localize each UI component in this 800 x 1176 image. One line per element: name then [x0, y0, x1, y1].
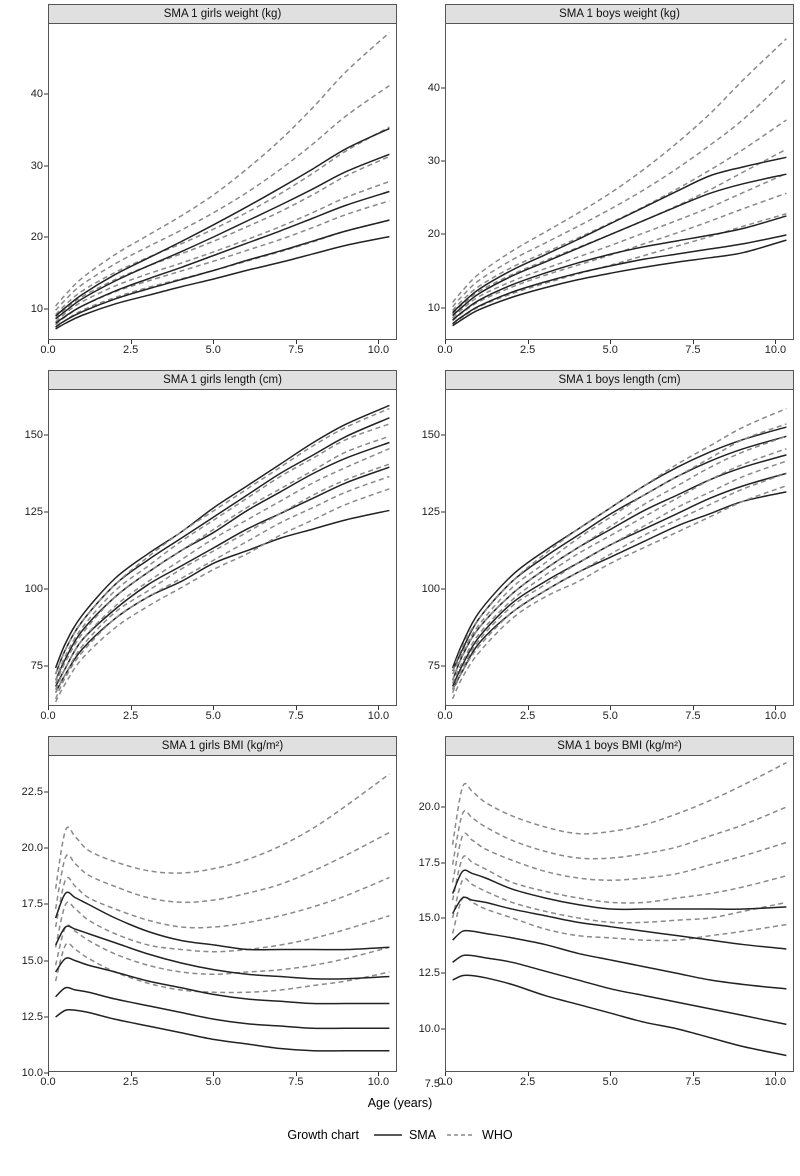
x-tick-mark — [131, 706, 132, 710]
y-axis-5 — [403, 756, 445, 1091]
x-tick-mark — [48, 1072, 49, 1076]
y-axis-3 — [403, 390, 445, 706]
plot-area-wrap — [6, 24, 397, 340]
plot-area-wrap — [6, 756, 397, 1079]
x-axis-5 — [437, 1072, 794, 1094]
x-axis-0 — [40, 340, 397, 362]
x-tick-label: 2.5 — [519, 1076, 536, 1088]
plot-1 — [445, 24, 794, 340]
x-tick-mark — [610, 706, 611, 710]
x-tick-label: 10.0 — [367, 344, 390, 356]
legend-item-who — [446, 1128, 513, 1142]
x-tick-label: 0.0 — [40, 1076, 56, 1088]
x-tick-label: 0.0 — [437, 344, 453, 356]
plot-area-wrap — [403, 756, 794, 1091]
y-tick-label: 125 — [421, 505, 440, 518]
x-tick-label: 5.0 — [205, 710, 221, 722]
x-tick-label: 2.5 — [122, 1076, 139, 1088]
x-tick-mark — [213, 1072, 214, 1076]
y-tick-label: 20.0 — [418, 801, 440, 814]
y-tick-label: 100 — [421, 583, 440, 596]
y-tick-label: 7.5 — [424, 1078, 440, 1091]
legend — [6, 1128, 794, 1142]
x-tick-mark — [610, 340, 611, 344]
x-tick-mark — [775, 1072, 776, 1076]
y-tick-label: 20.0 — [21, 842, 43, 854]
y-tick-label: 10 — [427, 301, 440, 314]
x-tick-mark — [131, 1072, 132, 1076]
plot-3 — [445, 390, 794, 706]
x-tick-label: 2.5 — [519, 710, 536, 722]
x-tick-label: 5.0 — [205, 1076, 221, 1088]
x-tick-label: 10.0 — [764, 710, 787, 722]
x-tick-mark — [610, 1072, 611, 1076]
x-tick-mark — [296, 340, 297, 344]
plot-5 — [445, 756, 794, 1072]
x-axis-3 — [437, 706, 794, 728]
x-tick-mark — [693, 706, 694, 710]
plot-4 — [48, 756, 397, 1072]
panel-title: SMA 1 girls length (cm) — [48, 370, 397, 390]
x-tick-label: 10.0 — [764, 1076, 787, 1088]
x-tick-label: 10.0 — [367, 1076, 390, 1088]
x-tick-mark — [296, 706, 297, 710]
x-tick-label: 5.0 — [602, 710, 618, 722]
x-axis-4 — [40, 1072, 397, 1094]
y-tick-label: 10.0 — [418, 1022, 440, 1035]
y-tick-label: 15.0 — [418, 911, 440, 924]
x-tick-label: 0.0 — [40, 710, 56, 722]
curves-1 — [446, 24, 793, 339]
panel-title: SMA 1 boys weight (kg) — [445, 4, 794, 24]
y-tick-label: 20 — [427, 228, 440, 241]
y-tick-label: 12.5 — [418, 967, 440, 980]
plot-2 — [48, 390, 397, 706]
x-tick-label: 0.0 — [40, 344, 56, 356]
x-tick-mark — [528, 1072, 529, 1076]
x-axis-1 — [437, 340, 794, 362]
y-tick-label: 40 — [30, 88, 43, 101]
plot-area-wrap — [403, 390, 794, 706]
x-tick-label: 5.0 — [205, 344, 221, 356]
y-tick-label: 12.5 — [21, 1010, 43, 1023]
legend-label-sma: SMA — [408, 1128, 437, 1142]
y-tick-label: 40 — [427, 81, 440, 94]
panel-girls-length — [6, 370, 397, 728]
y-axis-2 — [6, 390, 48, 706]
legend-dashed-line-icon — [446, 1130, 476, 1140]
legend-item-sma — [373, 1128, 436, 1142]
y-tick-label: 30 — [30, 159, 43, 172]
x-tick-label: 2.5 — [122, 344, 139, 356]
y-tick-label: 15.0 — [21, 954, 43, 967]
x-tick-mark — [48, 706, 49, 710]
panel-girls-weight — [6, 4, 397, 362]
x-axis-label: Age (years) — [367, 1096, 433, 1110]
y-tick-label: 75 — [427, 660, 440, 673]
x-tick-mark — [445, 706, 446, 710]
x-tick-mark — [775, 340, 776, 344]
curves-0 — [49, 24, 396, 339]
y-tick-label: 17.5 — [21, 898, 43, 911]
y-tick-label: 150 — [421, 428, 440, 441]
legend-title: Growth chart — [287, 1128, 359, 1142]
x-tick-label: 0.0 — [437, 1076, 453, 1088]
plot-area-wrap — [6, 390, 397, 706]
x-tick-mark — [378, 706, 379, 710]
y-tick-label: 125 — [24, 505, 43, 518]
x-tick-mark — [775, 706, 776, 710]
x-tick-label: 0.0 — [437, 710, 453, 722]
x-tick-mark — [693, 340, 694, 344]
x-tick-mark — [528, 340, 529, 344]
curves-2 — [49, 390, 396, 705]
curves-4 — [49, 756, 396, 1071]
x-tick-label: 7.5 — [288, 1076, 304, 1088]
y-axis-1 — [403, 24, 445, 340]
x-tick-label: 5.0 — [602, 1076, 618, 1088]
y-tick-label: 100 — [24, 583, 43, 596]
x-tick-mark — [213, 340, 214, 344]
x-tick-label: 7.5 — [685, 710, 701, 722]
x-tick-mark — [445, 1072, 446, 1076]
x-axis-2 — [40, 706, 397, 728]
legend-label-who: WHO — [482, 1128, 513, 1142]
x-tick-mark — [131, 340, 132, 344]
panel-title: SMA 1 girls BMI (kg/m²) — [48, 736, 397, 756]
x-tick-mark — [48, 340, 49, 344]
x-tick-mark — [528, 706, 529, 710]
curves-5 — [446, 756, 793, 1071]
y-tick-label: 17.5 — [418, 856, 440, 869]
panel-title: SMA 1 boys length (cm) — [445, 370, 794, 390]
x-tick-label: 7.5 — [288, 344, 304, 356]
panel-title: SMA 1 boys BMI (kg/m²) — [445, 736, 794, 756]
y-tick-label: 20 — [30, 231, 43, 244]
y-tick-label: 150 — [24, 428, 43, 441]
y-tick-label: 75 — [30, 660, 43, 673]
x-tick-mark — [296, 1072, 297, 1076]
x-tick-mark — [693, 1072, 694, 1076]
panel-grid — [6, 4, 794, 1094]
y-axis-4 — [6, 756, 48, 1079]
panel-title: SMA 1 girls weight (kg) — [48, 4, 397, 24]
x-tick-label: 7.5 — [685, 344, 701, 356]
legend-solid-line-icon — [373, 1130, 403, 1140]
x-tick-mark — [445, 340, 446, 344]
y-axis-0 — [6, 24, 48, 340]
y-tick-label: 10 — [30, 302, 43, 315]
x-tick-label: 7.5 — [288, 710, 304, 722]
curves-3 — [446, 390, 793, 705]
x-tick-mark — [378, 340, 379, 344]
plot-area-wrap — [403, 24, 794, 340]
y-tick-label: 30 — [427, 155, 440, 168]
x-tick-label: 10.0 — [764, 344, 787, 356]
x-tick-mark — [378, 1072, 379, 1076]
y-tick-label: 10.0 — [21, 1067, 43, 1079]
x-tick-label: 7.5 — [685, 1076, 701, 1088]
x-tick-label: 2.5 — [519, 344, 536, 356]
panel-boys-weight — [403, 4, 794, 362]
x-tick-label: 5.0 — [602, 344, 618, 356]
x-tick-label: 2.5 — [122, 710, 139, 722]
panel-girls-bmi — [6, 736, 397, 1094]
plot-0 — [48, 24, 397, 340]
y-tick-label: 22.5 — [21, 785, 43, 798]
x-tick-mark — [213, 706, 214, 710]
panel-boys-bmi — [403, 736, 794, 1094]
x-tick-label: 10.0 — [367, 710, 390, 722]
panel-boys-length — [403, 370, 794, 728]
